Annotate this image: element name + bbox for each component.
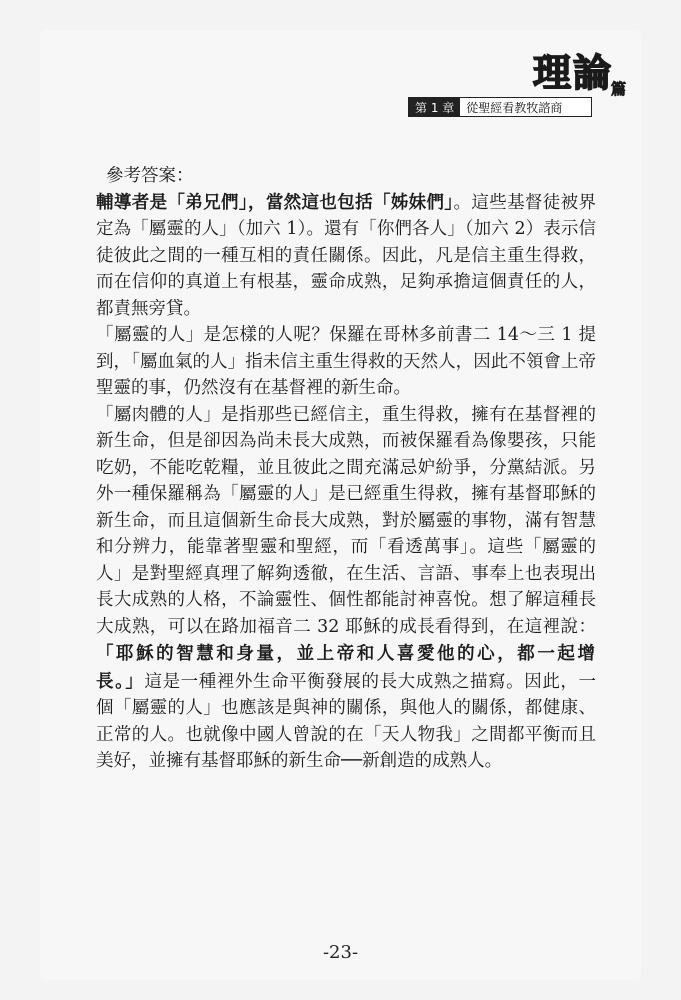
chapter-header xyxy=(408,97,592,117)
paragraph-3 xyxy=(96,402,596,775)
paragraph-1-text: 。這些基督徒被界定為「屬靈的人」（加六 1）。還有「你們各人」（加六 2）表示信徒彼此之間的一種互相的責任關係。因此，凡是信主重生得救，而在信仰的真道上有根基，靈命成熟，足夠承擔這個責任的人，都責無旁貸。 xyxy=(96,192,596,319)
paragraph-lead: 輔導者是「弟兄們」，當然這也包括「姊妹們」 xyxy=(96,192,454,213)
section-title: 理論 xyxy=(532,51,613,95)
page-number: -23- xyxy=(322,942,359,963)
paragraph-3-tail: 這是一種裡外生命平衡發展的長大成熟之描寫。因此，一個「屬靈的人」也應該是與神的關係，與他人的關係，都健康、正常的人。也就像中國人曾說的在「天人物我」之間都平衡而且美好，並擁有基督耶穌的新生命──新創造的成熟人。 xyxy=(96,671,596,771)
paragraph-2: 「屬靈的人」是怎樣的人呢？保羅在哥林多前書二 14～三 1 提到，「屬血氣的人」指未信主重生得救的天然人，因此不領會上帝聖靈的事，仍然沒有在基督裡的新生命。 xyxy=(96,325,596,398)
chapter-title: 從聖經看教牧諮商 xyxy=(466,100,563,115)
paragraph-1 xyxy=(96,190,596,323)
answer-label: 參考答案： xyxy=(106,166,194,186)
section-suffix: 篇 xyxy=(610,80,626,98)
paragraph-3-text: 「屬肉體的人」是指那些已經信主，重生得救，擁有在基督裡的新生命，但是卻因為尚未長大成熟，而被保羅看為像嬰孩，只能吃奶，不能吃乾糧，並且彼此之間充滿忌妒紛爭，分黨結派。另外一種保羅稱為「屬靈的人」是已經重生得救，擁有基督耶穌的新生命，而且這個新生命長大成熟，對於屬靈的事物，滿有智慧和分辨力，能靠著聖靈和聖經，而「看透萬事」。這些「屬靈的人」是對聖經真理了解夠透徹，在生活、言語、事奉上也表現出長大成熟的人格，不論靈性、個性都能討神喜悅。想了解這種長大成熟，可以在路加福音二 32 耶穌的成長看得到，在這裡說： xyxy=(96,404,596,637)
body-text xyxy=(96,163,596,775)
chapter-number: 第 1 章 xyxy=(409,98,460,116)
scripture-quote: 「耶穌的智慧和身量，並上帝和人喜愛他的心，都一起增長。」 xyxy=(96,643,596,691)
